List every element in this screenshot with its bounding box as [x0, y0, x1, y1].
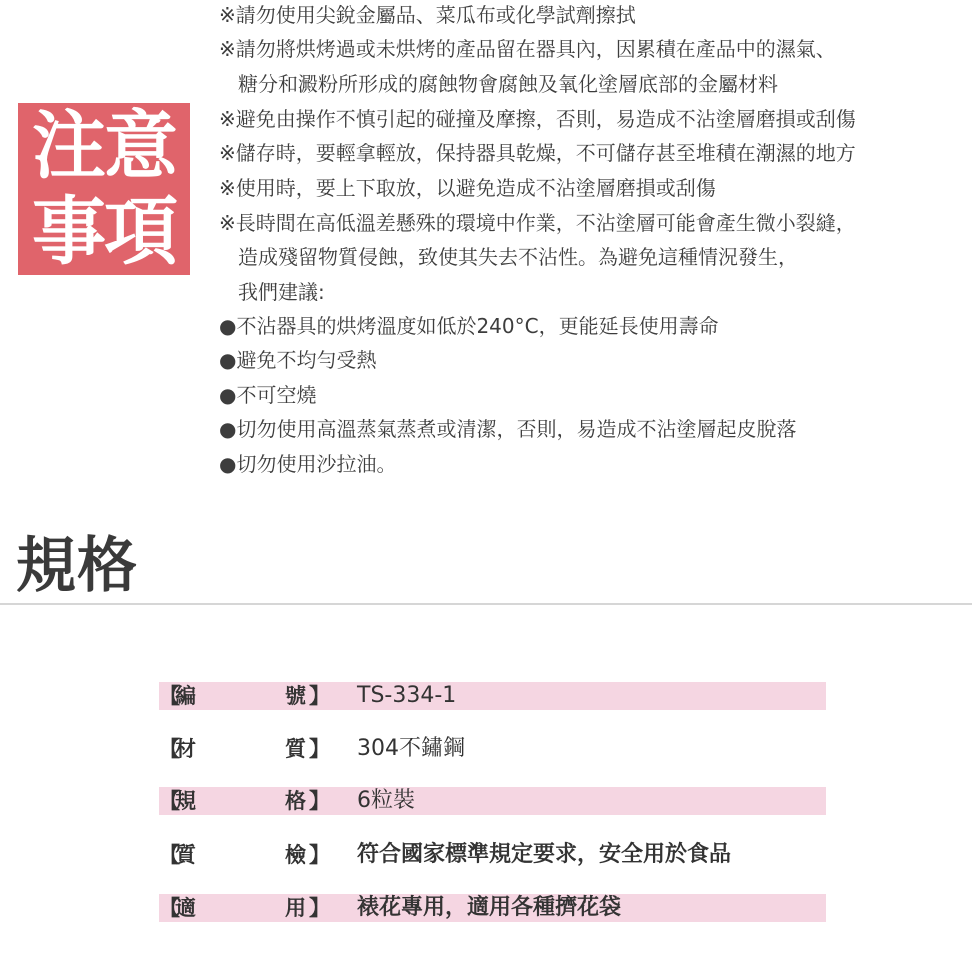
spec-row-model: [159, 682, 826, 710]
specs-title: 規格: [16, 531, 138, 601]
notice-badge: [18, 103, 190, 275]
notice-line: 我們建議:: [238, 280, 325, 304]
spec-row-usage: [159, 894, 826, 922]
notice-line: ※儲存時，要輕拿輕放，保持器具乾燥，不可儲存甚至堆積在潮濕的地方: [219, 141, 856, 165]
spec-label: 【 材 質 】: [159, 737, 330, 761]
spec-row-material: [159, 735, 826, 763]
section-divider: [0, 603, 972, 605]
spec-value: TS-334-1: [357, 683, 457, 708]
spec-value: 304不鏽鋼: [357, 736, 465, 761]
notice-line: ※請勿使用尖銳金屬品、菜瓜布或化學試劑擦拭: [219, 3, 636, 27]
notice-bullet: ●切勿使用高溫蒸氣蒸煮或清潔，否則，易造成不沾塗層起皮脫落: [219, 417, 797, 441]
notice-line: ※長時間在高低溫差懸殊的環境中作業，不沾塗層可能會產生微小裂縫，: [219, 211, 856, 235]
spec-value: 裱花專用，適用各種擠花袋: [357, 895, 622, 920]
spec-label: 【 質 檢 】: [159, 843, 330, 867]
notice-bullet: ●避免不均勻受熱: [219, 348, 377, 372]
spec-row-size: [159, 787, 826, 815]
spec-label: 【 編 號 】: [159, 684, 330, 708]
notice-line: ※請勿將烘烤過或未烘烤的產品留在器具內，因累積在產品中的濕氣、: [219, 37, 836, 61]
spec-value: 6粒裝: [357, 788, 415, 813]
notice-bullet: ●切勿使用沙拉油。: [219, 452, 397, 476]
spec-value: 符合國家標準規定要求，安全用於食品: [357, 842, 732, 867]
badge-line-1: 注意: [32, 103, 176, 189]
notice-line: 糖分和澱粉所形成的腐蝕物會腐蝕及氧化塗層底部的金屬材料: [238, 72, 778, 96]
notice-line: ※避免由操作不慎引起的碰撞及摩擦，否則，易造成不沾塗層磨損或刮傷: [219, 107, 856, 131]
spec-row-inspection: [159, 841, 826, 869]
spec-label: 【 適 用 】: [159, 896, 330, 920]
notice-line: 造成殘留物質侵蝕，致使其失去不沾性。為避免這種情況發生，: [238, 245, 798, 269]
notice-bullet: ●不可空燒: [219, 383, 317, 407]
spec-label: 【 規 格 】: [159, 789, 330, 813]
badge-line-2: 事項: [32, 189, 176, 275]
notice-line: ※使用時，要上下取放，以避免造成不沾塗層磨損或刮傷: [219, 176, 716, 200]
notice-bullet: ●不沾器具的烘烤溫度如低於240°C，更能延長使用壽命: [219, 314, 719, 338]
